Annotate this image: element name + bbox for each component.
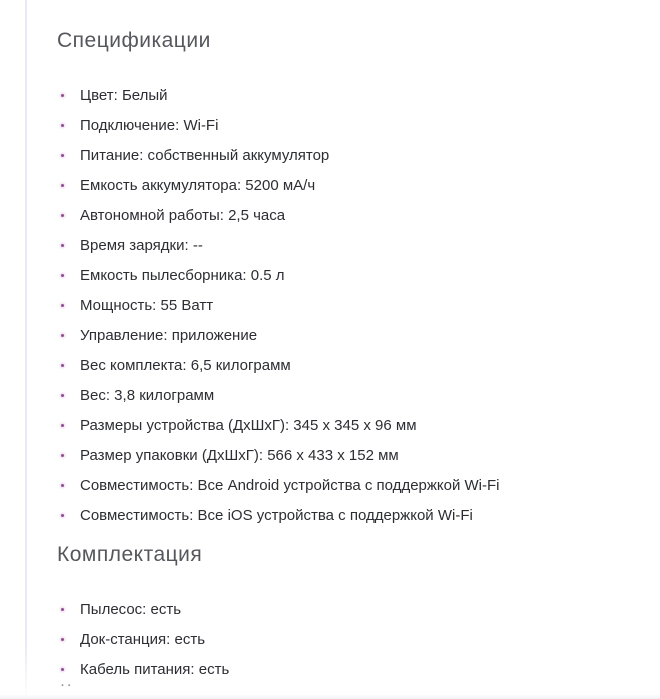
package-contents-list: [57, 595, 630, 685]
truncated-next-item: ··: [61, 680, 75, 692]
spec-list-item: Автономной работы: 2,5 часа: [57, 201, 630, 231]
spec-list-item: Управление: приложение: [57, 321, 630, 351]
spec-list-item: Совместимость: Все Android устройства с поддержкой Wi-Fi: [57, 471, 630, 501]
section-title-package-contents: Комплектация: [57, 543, 203, 566]
spec-list-item: Размер упаковки (ДхШхГ): 566 х 433 х 152 мм: [57, 441, 630, 471]
spec-list-item: Размеры устройства (ДхШхГ): 345 х 345 х 96 мм: [57, 411, 630, 441]
specifications-list: [57, 81, 630, 531]
section-title-specifications: Спецификации: [57, 29, 211, 52]
package-list-item: Пылесос: есть: [57, 595, 630, 625]
spec-list-item: Питание: собственный аккумулятор: [57, 141, 630, 171]
spec-list-item: Мощность: 55 Ватт: [57, 291, 630, 321]
spec-list-item: Подключение: Wi-Fi: [57, 111, 630, 141]
spec-list-item: Вес: 3,8 килограмм: [57, 381, 630, 411]
spec-list-item: Емкость пылесборника: 0.5 л: [57, 261, 630, 291]
package-list-item: Док-станция: есть: [57, 625, 630, 655]
spec-list-item: Емкость аккумулятора: 5200 мА/ч: [57, 171, 630, 201]
spec-list-item: Вес комплекта: 6,5 килограмм: [57, 351, 630, 381]
spec-list-item: Время зарядки: --: [57, 231, 630, 261]
spec-list-item: Совместимость: Все iOS устройства с поддержкой Wi-Fi: [57, 501, 630, 531]
package-list-item: Кабель питания: есть: [57, 655, 630, 685]
spec-list-item: Цвет: Белый: [57, 81, 630, 111]
bottom-edge-fade: [0, 694, 660, 699]
